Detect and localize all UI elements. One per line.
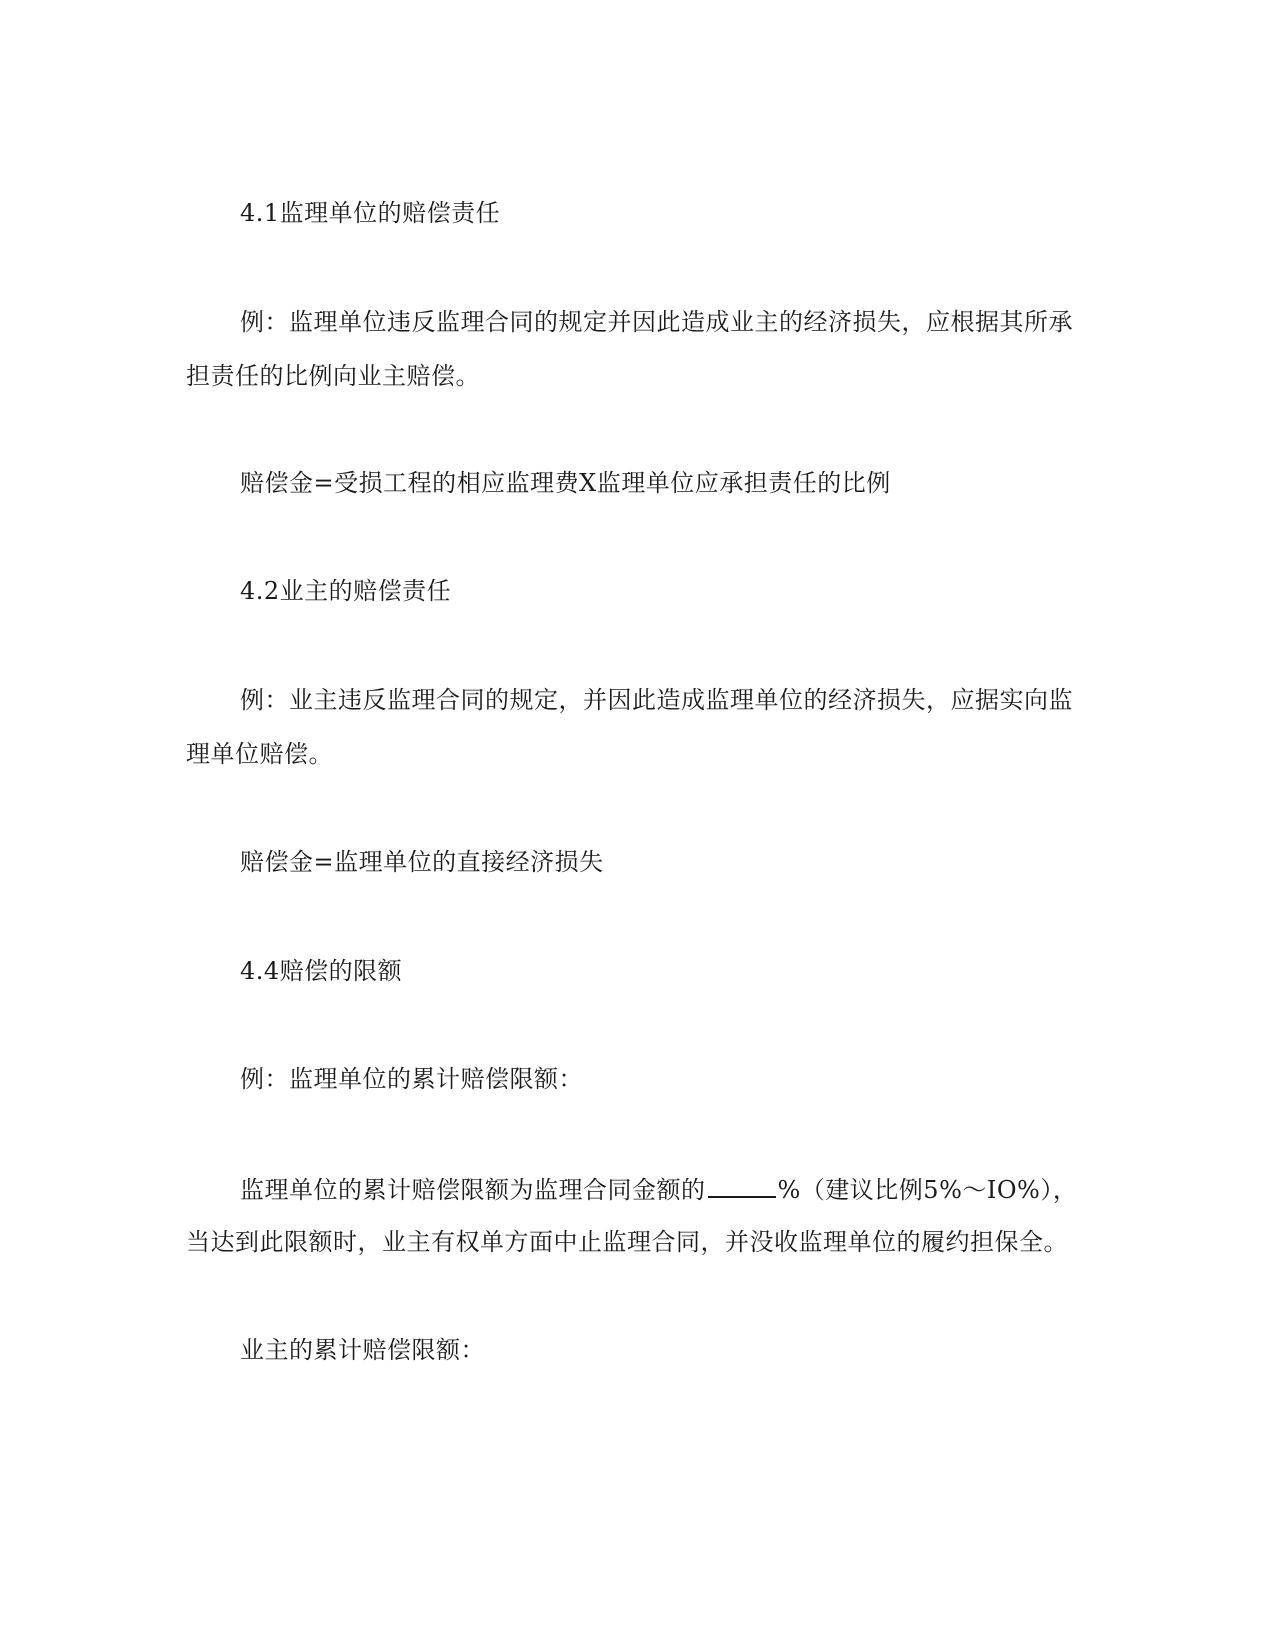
paragraph-line: 当达到此限额时，业主有权单方面中止监理合同，并没收监理单位的履约担保全。 [186,1228,1068,1256]
limit-text-before: 监理单位的累计赔偿限额为监理合同金额的 [240,1176,706,1204]
paragraph-line [240,1172,1077,1206]
section-heading: 4.4赔偿的限额 [240,957,403,985]
section-heading: 4.2业主的赔偿责任 [240,577,452,605]
paragraph-line: 担责任的比例向业主赔偿。 [186,362,480,390]
paragraph-line: 理单位赔偿。 [186,740,333,768]
formula-line: 赔偿金=监理单位的直接经济损失 [240,848,604,876]
paragraph-line: 例：业主违反监理合同的规定，并因此造成监理单位的经济损失，应据实向监 [240,686,1073,714]
paragraph-line: 例：监理单位违反监理合同的规定并因此造成业主的经济损失，应根据其所承 [240,308,1073,336]
section-heading: 4.1监理单位的赔偿责任 [240,199,501,227]
paragraph-line: 例：监理单位的累计赔偿限额： [240,1065,583,1093]
formula-line: 赔偿金=受损工程的相应监理费X监理单位应承担责任的比例 [240,469,891,497]
fill-in-blank [708,1172,776,1198]
paragraph-line: 业主的累计赔偿限额： [240,1336,485,1364]
limit-text-after: %（建议比例5%～IO%）， [777,1176,1078,1204]
